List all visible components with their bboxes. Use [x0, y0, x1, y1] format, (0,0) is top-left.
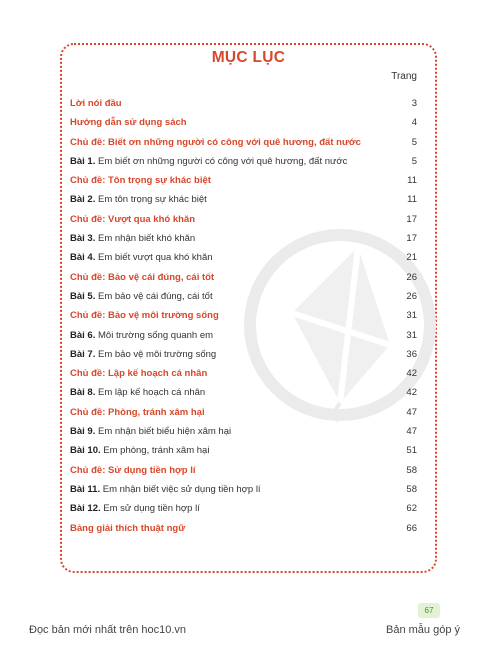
lesson-number: Bài 9. [70, 426, 96, 438]
lesson-number: Bài 4. [70, 252, 96, 264]
lesson-title: Em nhận biết việc sử dụng tiền hợp lí [102, 483, 261, 495]
page-column-header: Trang [391, 71, 417, 82]
toc-entry-title: Chủ đề: Phòng, tránh xâm hại [70, 406, 205, 418]
toc-lesson-entry[interactable] [70, 190, 417, 209]
toc-page-number: 47 [406, 426, 417, 438]
lesson-number: Bài 11. [70, 483, 101, 495]
toc-lesson-entry[interactable] [70, 499, 417, 518]
toc-entry-title [70, 383, 205, 402]
lesson-title: Em biết ơn những người có công với quê hương, đất nước [98, 155, 348, 167]
toc-page-number: 11 [407, 194, 417, 206]
lesson-title: Em bảo vệ cái đúng, cái tốt [98, 290, 213, 302]
toc-heading-entry[interactable] [70, 461, 417, 480]
toc-page-number: 5 [411, 155, 417, 167]
footer-draft-label: Bản mẫu góp ý [386, 624, 460, 636]
toc-entry-title [70, 345, 216, 364]
lesson-title: Môi trường sống quanh em [98, 329, 214, 341]
toc-entry-title: Chủ đề: Vượt qua khó khăn [70, 213, 195, 225]
lesson-title: Em bảo vệ môi trường sống [98, 348, 217, 360]
toc-heading-entry[interactable] [70, 171, 417, 190]
toc-heading-entry[interactable] [70, 364, 417, 383]
toc-entry-title [70, 287, 213, 306]
toc-page-number: 17 [406, 213, 417, 225]
toc-entry-title [70, 422, 231, 441]
lesson-title: Em biết vượt qua khó khăn [98, 252, 213, 264]
toc-heading-entry[interactable] [70, 133, 417, 152]
toc-lesson-entry[interactable] [70, 422, 417, 441]
toc-page-number: 21 [406, 252, 417, 264]
lesson-number: Bài 6. [70, 329, 96, 341]
toc-lesson-entry[interactable] [70, 441, 417, 460]
lesson-number: Bài 2. [70, 194, 96, 206]
toc-page-number: 31 [406, 310, 417, 322]
toc-heading-entry[interactable] [70, 210, 417, 229]
toc-page-number: 51 [406, 445, 417, 457]
toc-page-number: 58 [406, 483, 417, 495]
lesson-number: Bài 10. [70, 445, 101, 457]
toc-page-number: 11 [407, 175, 417, 187]
toc-heading-entry[interactable] [70, 403, 417, 422]
toc-lesson-entry[interactable] [70, 248, 417, 267]
toc-entry-title: Chủ đề: Sử dụng tiền hợp lí [70, 464, 196, 476]
toc-page-number: 62 [406, 503, 417, 515]
toc-lesson-entry[interactable] [70, 152, 417, 171]
lesson-number: Bài 8. [70, 387, 96, 399]
lesson-title: Em nhận biết biểu hiện xâm hại [98, 426, 232, 438]
toc-page-number: 47 [406, 406, 417, 418]
toc-entry-title [70, 229, 195, 248]
lesson-number: Bài 1. [70, 155, 96, 167]
toc-heading-entry[interactable] [70, 113, 417, 132]
toc-entry-title [70, 480, 261, 499]
toc-lesson-entry[interactable] [70, 229, 417, 248]
toc-entry-title: Chủ đề: Bảo vệ môi trường sống [70, 310, 219, 322]
toc-entry-title [70, 190, 207, 209]
toc-entry-title: Hướng dẫn sử dụng sách [70, 117, 187, 129]
toc-page-number: 31 [406, 329, 417, 341]
toc-page-number: 17 [406, 233, 417, 245]
toc-entry-title: Chủ đề: Biết ơn những người có công với quê hương, đất nước [70, 136, 361, 148]
footer-website-text: Đọc bản mới nhất trên hoc10.vn [29, 624, 187, 636]
toc-heading-entry[interactable] [70, 94, 417, 113]
toc-entry-title: Chủ đề: Bảo vệ cái đúng, cái tốt [70, 271, 215, 283]
lesson-title: Em lập kế hoạch cá nhân [98, 387, 206, 399]
toc-page-number: 4 [411, 117, 417, 129]
toc-page-number: 5 [411, 136, 417, 148]
toc-page-number: 58 [406, 464, 417, 476]
toc-entry-title [70, 248, 213, 267]
toc-heading-entry[interactable] [70, 268, 417, 287]
toc-title: MỤC LỤC [211, 49, 286, 66]
toc-page-number: 3 [411, 98, 417, 109]
toc-page-number: 36 [406, 348, 417, 360]
toc-heading-entry[interactable] [70, 306, 417, 325]
toc-page-number: 26 [406, 290, 417, 302]
lesson-title: Em nhận biết khó khăn [98, 233, 196, 245]
lesson-title: Em phòng, tránh xâm hại [103, 445, 210, 457]
toc-page-number: 66 [406, 522, 417, 534]
toc-entry-title: Bảng giải thích thuật ngữ [70, 522, 186, 534]
toc-frame [60, 43, 437, 573]
page-number-tab: 67 [418, 603, 440, 618]
toc-entry-title: Lời nói đầu [70, 98, 122, 109]
lesson-number: Bài 7. [70, 348, 96, 360]
toc-page-number: 42 [406, 368, 417, 380]
lesson-number: Bài 3. [70, 233, 96, 245]
toc-lesson-entry[interactable] [70, 287, 417, 306]
toc-list [70, 94, 417, 538]
lesson-title: Em tôn trọng sự khác biệt [98, 194, 207, 206]
toc-page-number: 26 [406, 271, 417, 283]
lesson-number: Bài 5. [70, 290, 96, 302]
toc-page-number: 42 [406, 387, 417, 399]
lesson-number: Bài 12. [70, 503, 101, 515]
toc-lesson-entry[interactable] [70, 326, 417, 345]
toc-heading-entry[interactable] [70, 519, 417, 538]
lesson-title: Em sử dụng tiền hợp lí [103, 503, 200, 515]
toc-entry-title [70, 152, 347, 171]
toc-lesson-entry[interactable] [70, 383, 417, 402]
toc-entry-title [70, 441, 209, 460]
toc-lesson-entry[interactable] [70, 480, 417, 499]
toc-entry-title [70, 326, 213, 345]
toc-entry-title: Chủ đề: Tôn trọng sự khác biệt [70, 175, 211, 187]
toc-lesson-entry[interactable] [70, 345, 417, 364]
toc-entry-title: Chủ đề: Lập kế hoạch cá nhân [70, 368, 208, 380]
toc-entry-title [70, 499, 200, 518]
